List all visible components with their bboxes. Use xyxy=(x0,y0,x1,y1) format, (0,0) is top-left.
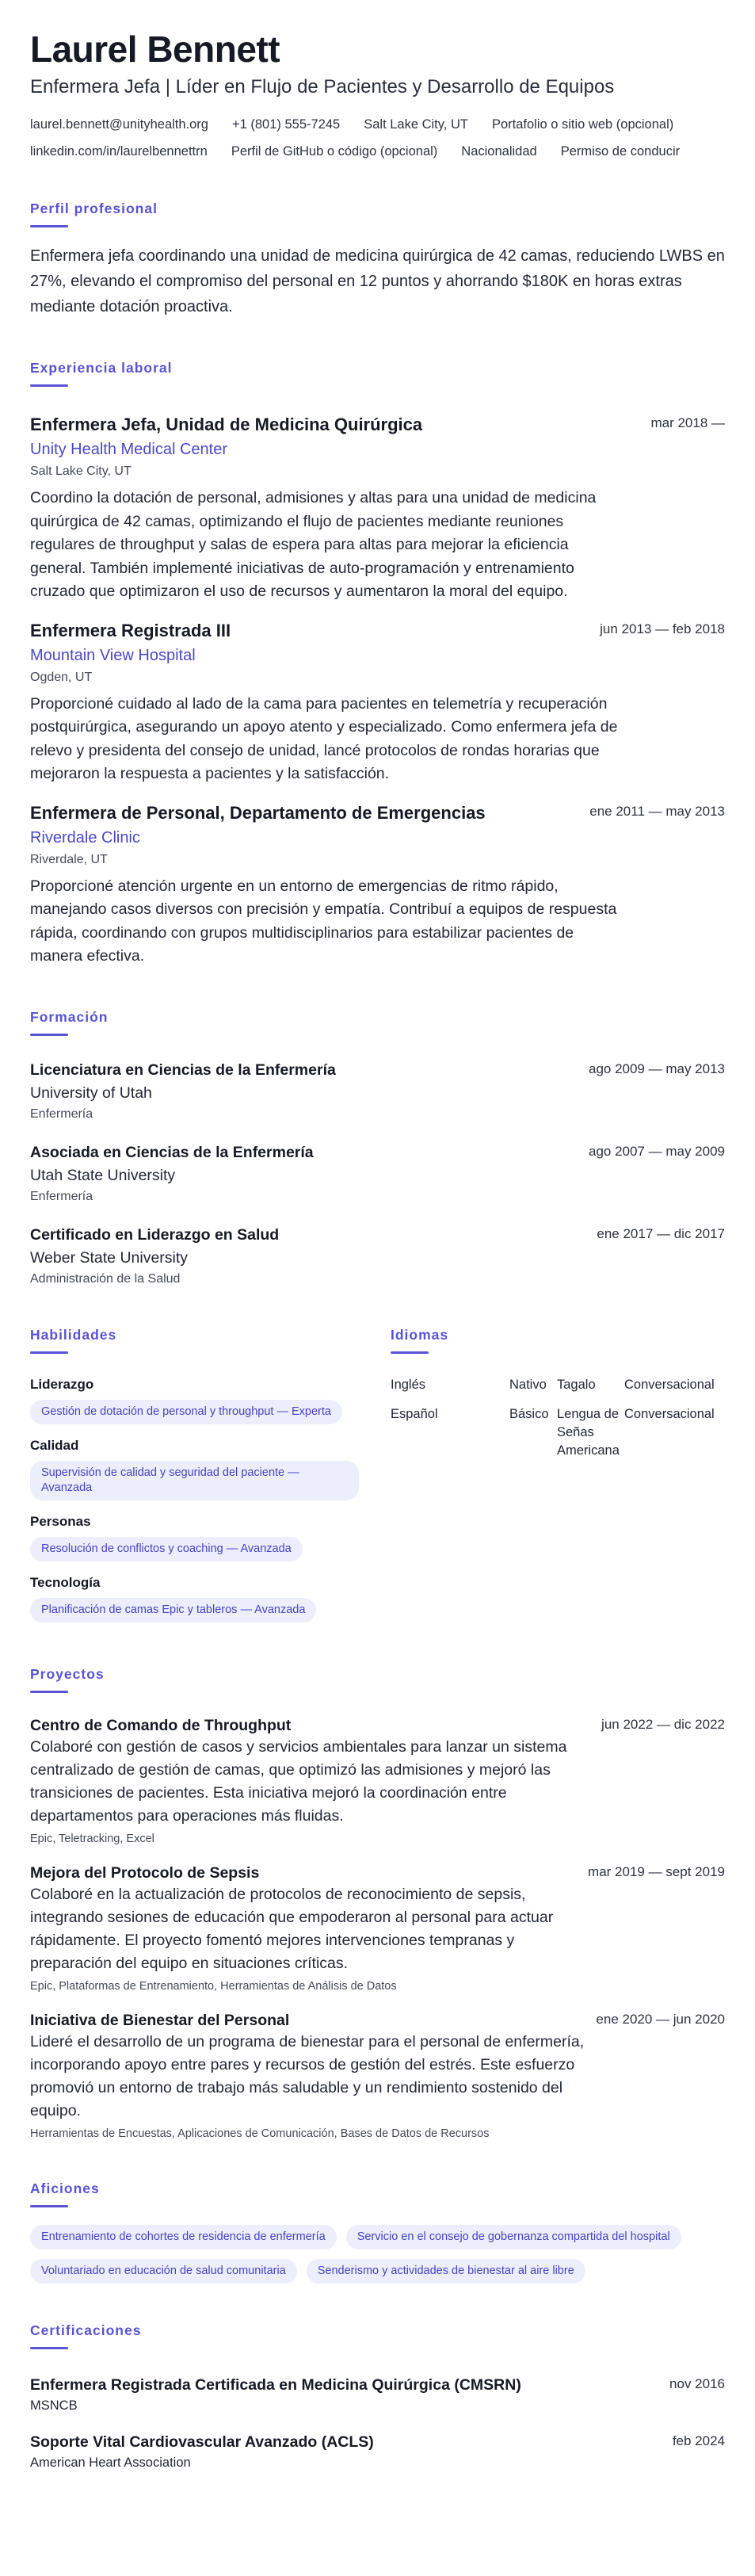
project-item xyxy=(30,1715,725,1847)
job-dates: jun 2013 — feb 2018 xyxy=(600,621,725,636)
education-degree: Certificado en Liderazgo en Salud xyxy=(30,1225,280,1244)
skill-category xyxy=(30,1376,391,1424)
candidate-name: Laurel Bennett xyxy=(30,29,280,70)
job-description: Coordino la dotación de personal, admisiones y altas para una unidad de medicina quirúrgica de 42 camas, optimizando el flujo de pacientes mediante reuniones regulares de throughput y salas de espera para altas para mejorar la eficiencia general. También implementé iniciativas de auto-programación y entrenamiento cruzado que optimizaron el uso de recursos y aumentaron la moral del equipo. xyxy=(30,489,597,600)
section-divider xyxy=(30,2347,68,2349)
language-name: Tagalo xyxy=(557,1377,596,1392)
section-title-hobbies: Aficiones xyxy=(30,2180,100,2196)
contact-linkedin[interactable]: linkedin.com/in/laurelbennettrn xyxy=(30,144,208,159)
job-company: Unity Health Medical Center xyxy=(30,441,227,458)
skill-pill: Supervisión de calidad y seguridad del paciente — Avanzada xyxy=(30,1461,359,1500)
section-title-experience: Experiencia laboral xyxy=(30,360,173,376)
summary-section xyxy=(30,200,725,319)
contact-email[interactable]: laurel.bennett@unityhealth.org xyxy=(30,117,208,132)
certifications-section xyxy=(30,2322,725,2471)
section-divider xyxy=(30,1034,68,1036)
job-dates: mar 2018 — xyxy=(650,415,725,430)
resume-header xyxy=(30,27,725,160)
job-location: Riverdale, UT xyxy=(30,852,108,866)
education-item xyxy=(30,1060,725,1123)
job-description: Proporcioné cuidado al lado de la cama para pacientes en telemetría y recuperación postquirúrgica, asegurando un apoyo atento y especializado. Como enfermera jefa de relevo y presidenta del consejo de unidad, lancé protocolos de rondas horarias que mejoraron la respuesta a pacientes y la satisfacción. xyxy=(30,694,618,782)
skill-pill: Resolución de conflictos y coaching — Avanzada xyxy=(30,1537,303,1561)
contact-github: Perfil de GitHub o código (opcional) xyxy=(231,144,438,159)
candidate-headline: Enfermera Jefa | Líder en Flujo de Pacientes y Desarrollo de Equipos xyxy=(30,76,615,97)
section-title-languages: Idiomas xyxy=(391,1326,449,1343)
project-dates: ene 2020 — jun 2020 xyxy=(596,2011,725,2027)
project-title: Mejora del Protocolo de Sepsis xyxy=(30,1863,260,1882)
education-field: Administración de la Salud xyxy=(30,1271,181,1286)
contact-portfolio: Portafolio o sitio web (opcional) xyxy=(491,117,674,132)
skill-category-name: Personas xyxy=(30,1513,91,1529)
experience-item xyxy=(30,414,725,604)
certification-title: Soporte Vital Cardiovascular Avanzado (ACLS) xyxy=(30,2433,374,2451)
job-title: Enfermera Registrada III xyxy=(30,620,231,640)
education-degree: Licenciatura en Ciencias de la Enfermería xyxy=(30,1061,336,1079)
languages-section xyxy=(391,1326,725,1622)
language-name: Inglés xyxy=(391,1377,426,1392)
section-title-projects: Proyectos xyxy=(30,1665,105,1682)
job-company: Mountain View Hospital xyxy=(30,646,196,664)
education-item xyxy=(30,1225,725,1288)
section-divider xyxy=(30,384,68,387)
experience-item xyxy=(30,620,725,786)
skill-pill: Gestión de dotación de personal y throughput — Experta xyxy=(30,1400,342,1424)
language-level: Nativo xyxy=(509,1377,547,1392)
skill-category-name: Liderazgo xyxy=(30,1376,94,1392)
project-technologies: Epic, Plataformas de Entrenamiento, Herramientas de Análisis de Datos xyxy=(30,1979,397,1993)
job-company: Riverdale Clinic xyxy=(30,828,140,847)
education-field: Enfermería xyxy=(30,1189,93,1203)
projects-section xyxy=(30,1665,725,2142)
skill-category xyxy=(30,1574,391,1622)
section-title-summary: Perfil profesional xyxy=(30,201,158,216)
contact-list xyxy=(30,116,725,160)
hobby-pill: Servicio en el consejo de gobernanza compartida del hospital xyxy=(346,2225,681,2249)
contact-location: Salt Lake City, UT xyxy=(364,117,468,132)
skill-category-name: Tecnología xyxy=(30,1574,101,1590)
job-location: Salt Lake City, UT xyxy=(30,464,132,478)
certification-issuer: MSNCB xyxy=(30,2398,78,2413)
section-title-certifications: Certificaciones xyxy=(30,2322,142,2338)
project-technologies: Herramientas de Encuestas, Aplicaciones de Comunicación, Bases de Datos de Recursos xyxy=(30,2127,490,2140)
section-title-skills: Habilidades xyxy=(30,1326,117,1343)
project-description: Colaboré con gestión de casos y servicios ambientales para lanzar un sistema centralizado de gestión de camas, que optimizó las admisiones y mejoró las transiciones de pacientes. Esta iniciativa mejoró la coordinación entre departamentos para operaciones más fluidas. xyxy=(30,1737,567,1825)
certification-item xyxy=(30,2432,725,2471)
education-dates: ene 2017 — dic 2017 xyxy=(597,1225,725,1241)
education-item xyxy=(30,1142,725,1206)
skill-category-name: Calidad xyxy=(30,1437,79,1453)
language-name: Español xyxy=(391,1406,438,1421)
section-divider xyxy=(30,2205,68,2207)
language-level: Conversacional xyxy=(624,1406,715,1421)
language-row xyxy=(391,1405,725,1460)
project-description: Lideré el desarrollo de un programa de bienestar para el personal de enfermería, incorporando apoyo entre pares y recursos de gestión del estrés. Este esfuerzo promovió un entorno de trabajo más saludable y un rendimiento sostenido del equipo. xyxy=(30,2032,585,2119)
language-level: Básico xyxy=(509,1406,549,1421)
language-level: Conversacional xyxy=(624,1377,715,1392)
project-title: Iniciativa de Bienestar del Personal xyxy=(30,2011,290,2029)
education-field: Enfermería xyxy=(30,1106,93,1121)
section-divider xyxy=(30,1351,68,1354)
project-dates: jun 2022 — dic 2022 xyxy=(601,1716,725,1732)
contact-nationality: Nacionalidad xyxy=(461,144,537,159)
project-dates: mar 2019 — sept 2019 xyxy=(588,1863,725,1879)
hobby-pill: Entrenamiento de cohortes de residencia de enfermería xyxy=(30,2225,337,2249)
skill-category xyxy=(30,1513,391,1561)
skills-section xyxy=(30,1326,391,1622)
contact-license: Permiso de conducir xyxy=(560,144,681,159)
summary-text: Enfermera jefa coordinando una unidad de medicina quirúrgica de 42 camas, reduciendo LWBS en 27%, elevando el compromiso del personal en 12 puntos y ahorrando $180K en horas extras mediante dotación proactiva. xyxy=(30,247,725,315)
education-school: University of Utah xyxy=(30,1084,152,1102)
project-description: Colaboré en la actualización de protocolos de reconocimiento de sepsis, integrando sesiones de educación que empoderaron al personal para actuar rápidamente. El proyecto fomentó mejores intervenciones tempranas y preparación del equipo en situaciones críticas. xyxy=(30,1885,554,1972)
language-row xyxy=(391,1376,725,1394)
education-dates: ago 2009 — may 2013 xyxy=(588,1061,725,1076)
project-technologies: Epic, Teletracking, Excel xyxy=(30,1832,154,1845)
experience-item xyxy=(30,802,725,969)
job-location: Ogden, UT xyxy=(30,670,93,684)
education-degree: Asociada en Ciencias de la Enfermería xyxy=(30,1143,314,1161)
section-title-education: Formación xyxy=(30,1008,109,1025)
job-dates: ene 2011 — may 2013 xyxy=(589,803,725,819)
project-item xyxy=(30,2010,725,2142)
certification-issuer: American Heart Association xyxy=(30,2455,191,2470)
section-divider xyxy=(30,225,68,227)
project-item xyxy=(30,1863,725,1994)
skill-category xyxy=(30,1437,391,1500)
hobby-pill: Senderismo y actividades de bienestar al aire libre xyxy=(307,2259,585,2284)
certification-title: Enfermera Registrada Certificada en Medicina Quirúrgica (CMSRN) xyxy=(30,2375,521,2394)
certification-item xyxy=(30,2375,725,2414)
hobby-pill: Voluntariado en educación de salud comunitaria xyxy=(30,2259,297,2284)
experience-section xyxy=(30,359,725,969)
hobbies-section xyxy=(30,2180,725,2284)
education-school: Weber State University xyxy=(30,1248,189,1267)
education-dates: ago 2007 — may 2009 xyxy=(588,1143,725,1159)
skill-pill: Planificación de camas Epic y tableros — Avanzada xyxy=(30,1598,316,1622)
contact-phone: +1 (801) 555-7245 xyxy=(231,117,341,132)
job-description: Proporcioné atención urgente en un entorno de emergencias de ritmo rápido, manejando casos diversos con precisión y empatía. Contribuí a equipos de respuesta rápida, coordinando con grupos multidisciplinarios para estabilizar pacientes de manera efectiva. xyxy=(30,877,617,965)
project-title: Centro de Comando de Throughput xyxy=(30,1716,292,1734)
language-name: Lengua de Señas Americana xyxy=(557,1406,620,1458)
job-title: Enfermera Jefa, Unidad de Medicina Quirúrgica xyxy=(30,415,423,434)
section-divider xyxy=(391,1351,429,1354)
section-divider xyxy=(30,1691,68,1693)
education-school: Utah State University xyxy=(30,1166,176,1184)
certification-date: feb 2024 xyxy=(672,2433,725,2448)
skills-languages-row xyxy=(30,1326,725,1622)
education-section xyxy=(30,1008,725,1288)
job-title: Enfermera de Personal, Departamento de Emergencias xyxy=(30,802,486,823)
hobby-list xyxy=(30,2225,719,2284)
certification-date: nov 2016 xyxy=(669,2375,725,2391)
